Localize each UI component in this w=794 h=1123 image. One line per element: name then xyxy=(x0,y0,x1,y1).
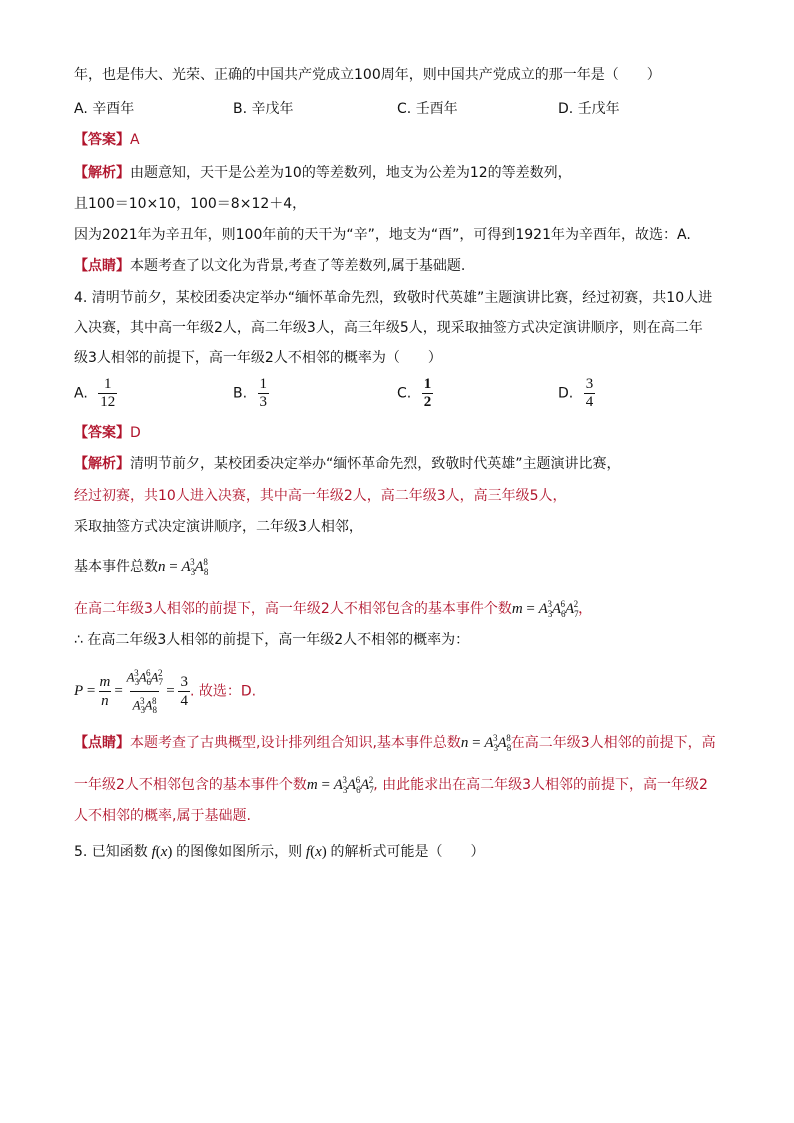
fraction: $\frac{1}{12}$ xyxy=(100,376,116,410)
q3-analysis-3: 因为2021年为辛丑年，则100年前的天干为“辛”，地支为“酉”，可得到1921年为辛酉年，故选：A. xyxy=(74,227,691,243)
q4-stem-2: 入决赛，其中高一年级2人，高二年级3人，高三年级5人，现采取抽签方式决定演讲顺序，则在高二年 xyxy=(74,320,703,336)
fx: f(x) xyxy=(151,844,177,860)
q4-analysis-5: 在高二年级3人相邻的前提下，高一年级2人不相邻包含的基本事件个数$m = A_3^3A_6^6A_7^2$， xyxy=(74,599,593,619)
q3-stem: 年，也是伟大、光荣、正确的中国共产党成立100周年，则中国共产党成立的那一年是（ ） xyxy=(74,67,661,83)
q4-analysis-4: 基本事件总数$n = A_3^3A_8^8$ xyxy=(74,557,209,577)
q3-analysis-2: 且100＝10×10，100＝8×12＋4， xyxy=(74,196,307,212)
formula-m: $m = A_3^3A_6^6A_7^2$ xyxy=(306,775,374,795)
q3-comment: 【点睛】本题考查了以文化为背景,考查了等差数列,属于基础题. xyxy=(74,258,466,274)
q5-stem: 5. 已知函数 f(x) 的图像如图所示，则 f(x) 的解析式可能是（ ） xyxy=(74,844,485,860)
q4-analysis-2: 经过初赛，共10人进入决赛，其中高一年级2人，高二年级3人，高三年级5人， xyxy=(74,488,567,504)
formula-n: $n = A_3^3A_8^8$ xyxy=(158,557,209,577)
q4-answer: 【答案】D xyxy=(74,425,141,441)
q3-analysis-1: 【解析】由题意知，天干是公差为10的等差数列，地支为公差为12的等差数列， xyxy=(74,165,572,181)
formula-m: $m = A_3^3A_6^6A_7^2$ xyxy=(511,599,579,619)
fx: f(x) xyxy=(305,844,331,860)
q4-analysis-7: P = m n = $A_3^3A_6^6A_7^2$ $A_3^3A_8^8$ = 3 4 . 故选：D. xyxy=(74,664,256,719)
q4-analysis-3: 采取抽签方式决定演讲顺序，二年级3人相邻， xyxy=(74,519,363,535)
q4-analysis-6: ∴ 在高二年级3人相邻的前提下，高一年级2人不相邻的概率为： xyxy=(74,632,470,648)
q4-option-a: A. $\frac{1}{12}$ xyxy=(74,376,116,410)
fraction: $\frac{1}{3}$ xyxy=(259,376,268,410)
q4-comment-3: 人不相邻的概率,属于基础题. xyxy=(74,808,251,824)
fraction: $\frac{1}{2}$ xyxy=(423,376,432,410)
q4-option-d: D. $\frac{3}{4}$ xyxy=(558,376,594,410)
q4-comment-2: 一年级2人不相邻包含的基本事件个数$m = A_3^3A_6^6A_7^2$, 由此能求出在高二年级3人相邻的前提下，高一年级2 xyxy=(74,775,708,795)
q4-stem-3: 级3人相邻的前提下，高一年级2人不相邻的概率为（ ） xyxy=(74,350,442,366)
q4-option-b: B. $\frac{1}{3}$ xyxy=(233,376,268,410)
q3-option-d: D. 壬戊年 xyxy=(558,101,620,117)
q3-option-a: A. 辛酉年 xyxy=(74,101,135,117)
formula-n: $n = A_3^3A_8^8$ xyxy=(460,733,512,753)
fraction: $\frac{3}{4}$ xyxy=(585,376,594,410)
q4-stem-1: 4. 清明节前夕，某校团委决定举办“缅怀革命先烈，致敬时代英雄”主题演讲比赛，经过初赛，共10人进 xyxy=(74,290,713,306)
q3-answer: 【答案】A xyxy=(74,132,140,148)
q4-comment-1: 【点睛】本题考查了古典概型,设计排列组合知识,基本事件总数$n = A_3^3A_8^8$在高二年级3人相邻的前提下，高 xyxy=(74,733,716,753)
q4-analysis-1: 【解析】清明节前夕，某校团委决定举办“缅怀革命先烈，致敬时代英雄”主题演讲比赛， xyxy=(74,456,621,472)
q3-option-b: B. 辛戊年 xyxy=(233,101,294,117)
formula-p: P = m n = $A_3^3A_6^6A_7^2$ $A_3^3A_8^8$ = 3 4 xyxy=(74,664,190,719)
q3-option-c: C. 壬酉年 xyxy=(397,101,458,117)
q4-option-c: C. $\frac{1}{2}$ xyxy=(397,376,432,410)
